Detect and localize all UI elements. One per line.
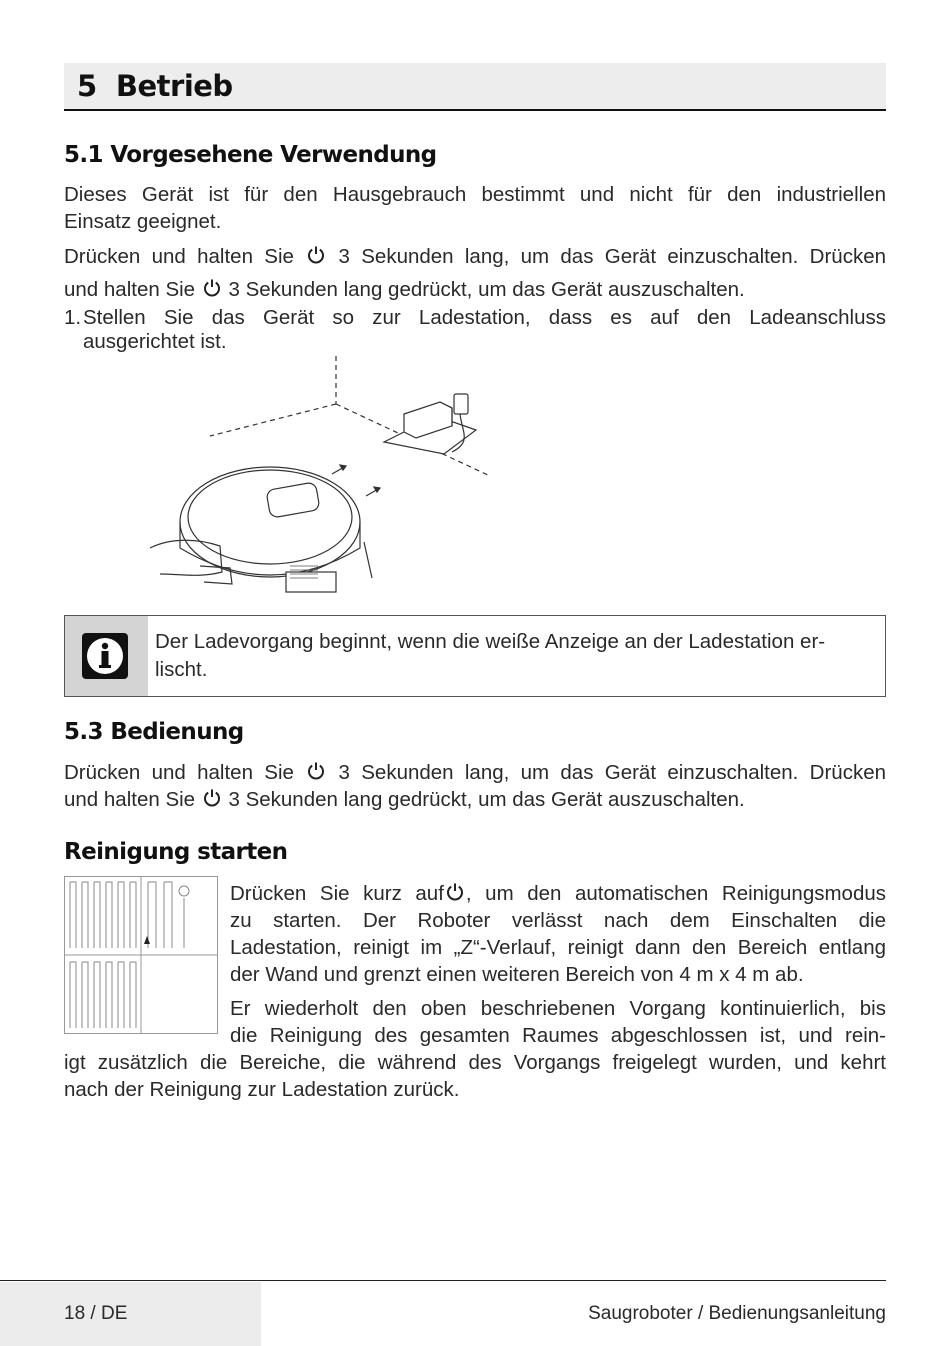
power-icon: [202, 788, 222, 808]
section-heading-5-3: 5.3 Bedienung: [64, 719, 244, 745]
paragraph-line: und halten Sie 3 Sekunden lang gedrückt, um das Gerät auszuschalten.: [64, 788, 745, 811]
paragraph-line: Er wiederholt den oben beschriebenen Vorgang kontinuierlich, bis: [230, 997, 886, 1020]
info-side-panel: [65, 616, 148, 696]
paragraph-line: zu starten. Der Roboter verlässt nach dem Einschalten die: [230, 909, 886, 932]
page-number: 18 / DE: [64, 1303, 128, 1324]
power-icon: [306, 245, 326, 265]
robot-dock-illustration: [140, 352, 510, 602]
document-title: Saugroboter / Bedienungsanleitung: [588, 1303, 886, 1324]
paragraph-line: der Wand und grenzt einen weiteren Bereich von 4 m x 4 m ab.: [230, 963, 804, 986]
info-note: [64, 615, 886, 697]
info-text: Der Ladevorgang beginnt, wenn die weiße Anzeige an der Ladestation er- lischt.: [155, 630, 826, 681]
paragraph-line: Drücken und halten Sie 3 Sekunden lang, um das Gerät einzuschalten. Drücken: [64, 245, 887, 268]
chapter-name: Betrieb: [115, 69, 233, 103]
step-text: Stellen Sie das Gerät so zur Ladestation, dass es auf den Ladeanschluss: [83, 306, 886, 329]
paragraph-line: igt zusätzlich die Bereiche, die während des Vorgangs freigelegt wurden, und kehrt: [64, 1051, 886, 1074]
subsection-heading: Reinigung starten: [64, 839, 288, 865]
power-icon: [202, 278, 222, 298]
step-text: ausgerichtet ist.: [83, 330, 227, 353]
paragraph-line: Einsatz geeignet.: [64, 210, 222, 233]
footer-divider: [0, 1280, 886, 1281]
paragraph-line: Drücken und halten Sie 3 Sekunden lang, um das Gerät einzuschalten. Drücken: [64, 761, 887, 784]
chapter-header: [64, 63, 886, 111]
paragraph-line: die Reinigung des gesamten Raumes abgeschlossen ist, und rein-: [230, 1024, 886, 1047]
chapter-number: 5: [77, 69, 97, 103]
cleaning-path-diagram: [64, 876, 218, 1034]
paragraph-line: Drücken Sie kurz auf , um den automatischen Reinigungsmodus: [230, 882, 886, 905]
chapter-title: [77, 69, 233, 103]
power-icon: [306, 761, 326, 781]
step-number: 1.: [64, 306, 82, 329]
paragraph-line: nach der Reinigung zur Ladestation zurück.: [64, 1078, 460, 1101]
power-icon: [445, 882, 465, 902]
paragraph-line: Dieses Gerät ist für den Hausgebrauch bestimmt und nicht für den industriellen: [64, 183, 886, 206]
footer-page-panel: [0, 1282, 261, 1346]
paragraph-line: Ladestation, reinigt im „Z“-Verlauf, reinigt dann den Bereich entlang: [230, 936, 886, 959]
section-heading-5-1: 5.1 Vorgesehene Verwendung: [64, 142, 437, 168]
paragraph-line: und halten Sie 3 Sekunden lang gedrückt, um das Gerät auszuschalten.: [64, 278, 745, 301]
info-icon: [82, 633, 128, 679]
